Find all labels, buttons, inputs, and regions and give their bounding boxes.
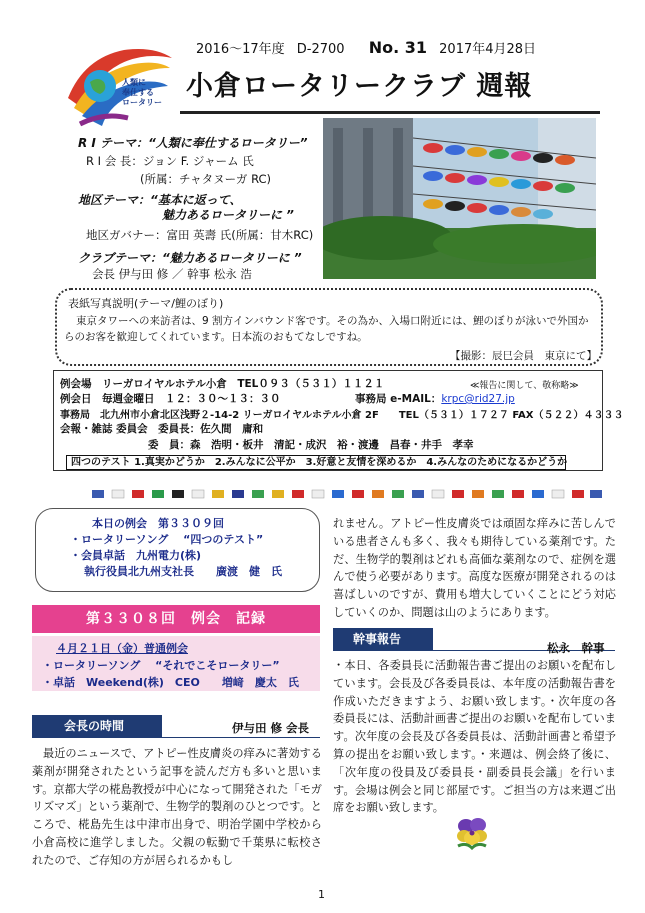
honorific-note: ≪報告に関して、敬称略≫ [470,381,579,391]
caption-credit: 【撮影：辰巳会員 東京にて】 [450,350,597,362]
logo-text-line: 人類に [122,78,146,87]
district-number: D-2700 [296,42,345,57]
meeting-item: ・会員卓話 九州電力(株) [70,549,202,562]
caption-title: 表紙写真説明(テーマ/鯉のぼり) [68,297,224,310]
president-message-continued: れません。アトピー性皮膚炎では頑固な痒みに苦しんでいる患者さんも多く、我々も期待している薬剤です。ただ、生物学的製剤はどれも高価な薬剤なので、症例を選んで使う必要があります。高度な医療が開発されるのは喜ばしいのですが、費用も増大していくことにどう対応していくのか、問題は山のようにあります。 [333,517,616,619]
ri-theme-row [78,132,308,151]
office-address: 事務局 北九州市小倉北区浅野２-14-2 リーガロイヤルホテル小倉 2F TEL（５３１）１７２７ FAX（５２２）４３３３ [60,410,624,421]
pansy-flower-illustration [452,812,492,852]
district-theme-label: 地区テーマ： [78,193,151,207]
caption-text: 東京タワーへの来訪者は、9 割方インバウンド客です。その為か、入場口附近には、鯉のぼりが泳いで外国からのお客を歓迎してくれています。日本流のおもてなしですね。 [64,315,589,343]
district-theme-2: 魅力あるロータリーに ” [162,208,294,222]
cover-photo-koinobori [323,118,596,279]
meeting-item: 執行役員北九州支社長 廣渡 健 氏 [84,565,282,578]
header-info-line [196,38,544,57]
issue-number: No. 31 [368,38,428,57]
title-underline [180,111,600,114]
record-item: ・卓話 Weekend(株) CEO 増﨑 慶太 氏 [42,676,299,689]
meeting-item: ・ロータリーソング “四つのテスト” [70,533,264,546]
secretary-report-text: ・本日、各委員長に活動報告書ご提出のお願いを配布しています。会長及び各委員長は、本年度の活動報告書を作成いただきますよう、お願い致します。・次年度の各委員長には、活動計画書ご提出のお願いを配布しています。次年度の会長及び各委員長は、活動計画書と希望予算の提出をお願い致します。・来週は、例会終了後に、「次年度の役員及び委員長・副委員長会議」を行います。会場は例会と同じ部屋です。ご担当の方は来週ご出席をお願い致します。 [333,659,616,815]
secretary-author: 松永 幹事 [547,641,605,655]
office-email-label: 事務局 e-MAIL： [355,393,442,405]
rotary-logo [64,38,176,130]
record-date: ４月２１日（金）普通例会 [56,642,188,655]
district-governor: 地区ガバナー：富田 英壽 氏(所属：甘木RC) [86,228,314,242]
district-theme-1: “基本に返って、 [150,193,242,207]
four-way-test: 四つのテスト 1.真実かどうか 2.みんなに公平か 3.好意と友情を深めるか 4.みんなのためになるかどうか [66,455,566,470]
record-item: ・ロータリーソング “それでこそロータリー” [42,659,280,672]
president-time-heading: 会長の時間 [32,715,162,737]
ri-theme-label: R I テーマ： [78,136,149,150]
logo-text-line: ロータリー [122,98,162,107]
club-title: 小倉ロータリークラブ 週報 [186,71,533,102]
club-theme-label: クラブテーマ： [78,251,163,265]
page-number: 1 [318,888,325,901]
ri-president-club: (所属：チャタヌーガ RC) [140,172,272,186]
issue-date: 2017年4月28日 [439,42,537,57]
club-officers: 会長 伊与田 修 ／ 幹事 松永 浩 [92,267,252,281]
office-email-row [355,391,515,406]
secretary-report-heading: 幹事報告 [333,628,433,650]
meeting-day: 例会日 毎週金曜日 １２：３０～１３：３０ [60,393,281,405]
ri-president: R I 会 長：ジョン F. ジャーム 氏 [86,154,254,168]
meeting-venue: 例会場 リーガロイヤルホテル小倉 TEL０９３（５３１）１１２１ [60,378,385,390]
todays-meeting-title: 本日の例会 第３３０９回 [92,517,224,530]
president-message: 最近のニュースで、アトピー性皮膚炎の痒みに著効する薬剤が開発されたという記事を読んだ方も多いと思います。京都大学の椛島教授が中心になって開発された「モガリズマズ」という薬剤で、生物学的製剤のひとつです。ところで、椛島先生は中津市出身で、明治学園中学校から小倉高校に進学しました。父親の転勤で千葉県に転校されたので、ご存知の方が居られるかもし [32,747,322,867]
club-theme-row [78,247,302,266]
heading-rule [32,737,320,738]
ri-theme: “人類に奉仕するロータリー” [148,136,308,150]
flags-decoration [92,484,602,494]
fiscal-year: 2016～17年度 [196,42,285,57]
logo-text-line: 奉仕する [122,88,154,97]
president-author: 伊与田 修 会長 [232,721,310,735]
office-email-link[interactable]: krpc@rid27.jp [441,393,515,405]
committee-chair: 会報・雑誌 委員会 委員長：佐久間 庸和 [60,423,264,435]
committee-members: 委 員：森 浩明・板井 清記・成沢 裕・渡邊 昌春・井手 孝幸 [148,439,474,451]
meeting-record-title: 第３３０８回 例会 記録 [32,605,320,633]
club-theme: “魅力あるロータリーに ” [162,251,302,265]
